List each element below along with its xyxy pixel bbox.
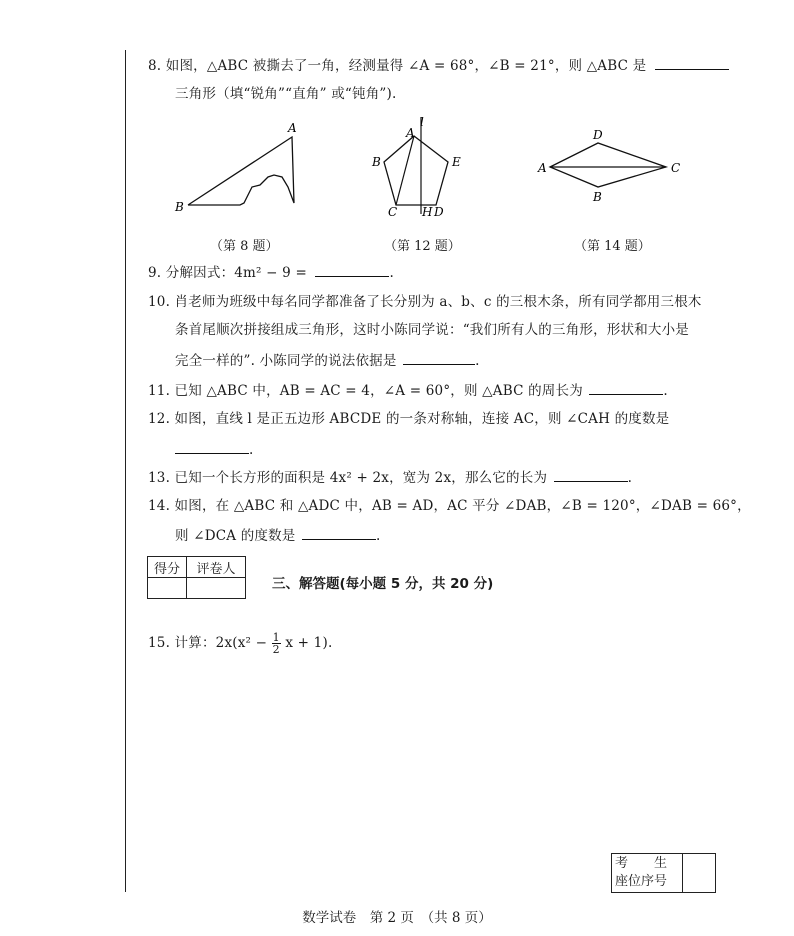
question-8-line2: 三角形（填“锐角”“直角” 或“钝角”). bbox=[175, 86, 397, 102]
answer-blank-q11[interactable] bbox=[589, 381, 663, 395]
score-cell[interactable] bbox=[148, 578, 187, 599]
answer-blank-q12[interactable] bbox=[175, 440, 249, 454]
figure-8-diagram bbox=[170, 115, 310, 220]
answer-blank-q14[interactable] bbox=[302, 526, 376, 540]
fig12-label-b: B bbox=[372, 155, 381, 169]
figure-14-caption: （第 14 题） bbox=[574, 239, 651, 254]
figure-12-diagram bbox=[366, 112, 476, 220]
question-14-line2: 则 ∠DCA 的度数是 . bbox=[175, 528, 381, 544]
question-15: 15. 计算：2x(x² − $\frac{1}{2}$ x + 1). bbox=[148, 631, 333, 656]
figure-14-diagram bbox=[530, 125, 690, 210]
fig12-pentagon bbox=[384, 136, 448, 205]
fig14-label-a: A bbox=[538, 161, 547, 175]
seat-number-box bbox=[611, 853, 716, 893]
score-table bbox=[147, 556, 246, 599]
fig12-label-h: H bbox=[422, 205, 433, 219]
question-10-line1: 10. 肖老师为班级中每名同学都准备了长分别为 a、b、c 的三根木条，所有同学都用三根木 bbox=[148, 294, 702, 310]
figure-12-caption: （第 12 题） bbox=[384, 239, 461, 254]
question-9: 9. 分解因式：4m² − 9 = . bbox=[148, 265, 394, 281]
fig8-torn-triangle bbox=[188, 137, 294, 205]
answer-blank-q8[interactable] bbox=[655, 56, 729, 70]
fig14-label-c: C bbox=[671, 161, 681, 175]
fig14-label-b: B bbox=[593, 190, 602, 204]
fig12-label-e: E bbox=[452, 155, 461, 169]
fig12-label-a: A bbox=[406, 126, 415, 140]
question-12-line1: 12. 如图，直线 l 是正五边形 ABCDE 的一条对称轴，连接 AC，则 ∠CAH 的度数是 bbox=[148, 411, 670, 427]
question-10-line2: 条首尾顺次拼接组成三角形，这时小陈同学说：“我们所有人的三角形，形状和大小是 bbox=[175, 322, 690, 338]
fig12-segment-ac bbox=[396, 136, 414, 205]
question-14-line1: 14. 如图，在 △ABC 和 △ADC 中，AB = AD，AC 平分 ∠DAB，∠B = 120°，∠DAB = 66°， bbox=[148, 498, 751, 514]
section-title: 三、解答题(每小题 5 分，共 20 分) bbox=[272, 576, 494, 592]
fig8-label-b: B bbox=[175, 200, 184, 214]
grader-cell[interactable] bbox=[187, 578, 246, 599]
question-12-line2: . bbox=[175, 440, 254, 459]
fig12-label-d: D bbox=[434, 205, 444, 219]
answer-blank-q9[interactable] bbox=[315, 263, 389, 277]
grader-header: 评卷人 bbox=[187, 557, 246, 578]
fig12-label-c: C bbox=[388, 205, 398, 219]
fraction-one-half: $\frac{1}{2}$ bbox=[272, 631, 280, 656]
fig8-label-a: A bbox=[288, 121, 297, 135]
question-8-line1: 8. 如图，△ABC 被撕去了一角，经测量得 ∠A = 68°，∠B = 21°，则 △ABC 是 bbox=[148, 56, 729, 75]
fig14-label-d: D bbox=[593, 128, 603, 142]
seat-number-cell[interactable] bbox=[683, 854, 716, 893]
binding-margin-line bbox=[125, 50, 126, 892]
seat-label-line2: 座位序号 bbox=[615, 874, 668, 889]
question-13: 13. 已知一个长方形的面积是 4x² + 2x，宽为 2x，那么它的长为 . bbox=[148, 470, 633, 486]
question-10-line3: 完全一样的”. 小陈同学的说法依据是 . bbox=[175, 353, 480, 369]
seat-label-line1: 考 生 bbox=[615, 856, 668, 871]
answer-blank-q13[interactable] bbox=[554, 468, 628, 482]
page-footer: 数学试卷 第 2 页 （共 8 页） bbox=[302, 910, 492, 926]
figure-8-caption: （第 8 题） bbox=[210, 239, 279, 254]
answer-blank-q10[interactable] bbox=[403, 351, 475, 365]
question-11: 11. 已知 △ABC 中，AB = AC = 4，∠A = 60°，则 △ABC 的周长为 . bbox=[148, 383, 668, 399]
fig12-label-l: l bbox=[420, 115, 424, 129]
fig14-quadrilateral bbox=[550, 143, 666, 187]
score-header: 得分 bbox=[148, 557, 187, 578]
seat-label bbox=[612, 854, 683, 893]
